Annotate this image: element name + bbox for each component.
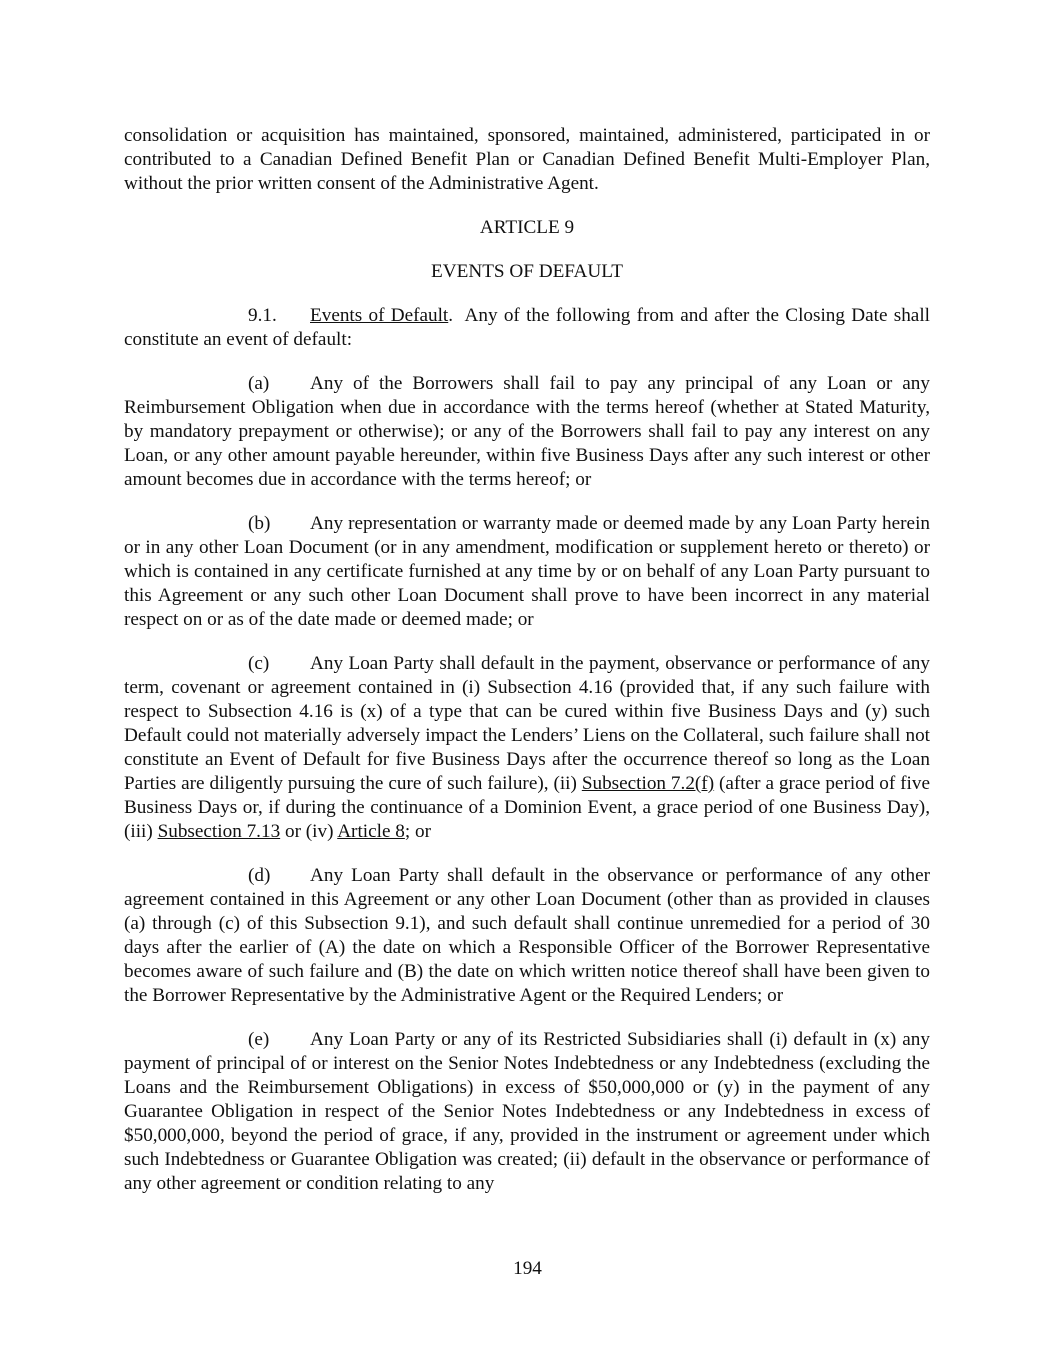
clause-d-label: (d) xyxy=(248,865,271,886)
section-number: 9.1. xyxy=(248,305,277,326)
article-title: EVENTS OF DEFAULT xyxy=(431,261,623,282)
clause-a-label: (a) xyxy=(248,373,270,394)
clause-c-text-2: (after a grace period of five Business Days or, if during the continuance of a Dominion Event, a grace period of one Business Day), (iii) xyxy=(124,773,930,842)
clause-a-paragraph xyxy=(124,372,930,492)
clause-e-label: (e) xyxy=(248,1029,270,1050)
subsection-7-13-reference: Subsection 7.13 xyxy=(157,821,281,842)
section-heading: Events of Default xyxy=(310,305,449,326)
intro-paragraph: consolidation or acquisition has maintained, sponsored, maintained, administered, participated in or contributed to a Canadian Defined Benefit Plan or Canadian Defined Benefit Multi-Employer Plan, without the prior written consent of the Administrative Agent. xyxy=(124,125,930,194)
section-9-1-paragraph xyxy=(124,304,930,352)
clause-c-label: (c) xyxy=(248,653,270,674)
clause-d-text: Any Loan Party shall default in the observance or performance of any other agreement contained in this Agreement or any other Loan Document (other than as provided in clauses (a) through (c) of this Subsection 9.1), and such default shall continue unremedied for a period of 30 days after the earlier of (A) the date on which a Responsible Officer of the Borrower Representative becomes aware of such failure and (B) the date on which written notice thereof shall have been given to the Borrower Representative by the Administrative Agent or the Required Lenders; or xyxy=(124,865,930,1006)
clause-d-paragraph xyxy=(124,864,930,1008)
clause-e-paragraph xyxy=(124,1028,930,1196)
clause-c-paragraph xyxy=(124,652,930,844)
subsection-7-2-f-reference: Subsection 7.2(f) xyxy=(581,773,715,794)
clause-a-text: Any of the Borrowers shall fail to pay any principal of any Loan or any Reimbursement Obligation when due in accordance with the terms hereof (whether at Stated Maturity, by mandatory prepayment or otherwise); or any of the Borrowers shall fail to pay any interest on any Loan, or any other amount payable hereunder, within five Business Days after any such interest or other amount becomes due in accordance with the terms hereof; or xyxy=(124,373,930,490)
page-number: 194 xyxy=(513,1258,542,1279)
clause-e-text: Any Loan Party or any of its Restricted Subsidiaries shall (i) default in (x) any payment of principal of or interest on the Senior Notes Indebtedness or any Indebtedness (excluding the Loans and the Reimbursement Obligations) in excess of $50,000,000 or (y) in the payment of any Guarantee Obligation in respect of the Senior Notes Indebtedness or any Indebtedness in excess of $50,000,000, beyond the period of grace, if any, provided in the instrument or agreement under which such Indebtedness or Guarantee Obligation was created; (ii) default in the observance or performance of any other agreement or condition relating to any xyxy=(124,1029,930,1194)
article-8-reference: Article 8 xyxy=(337,821,405,842)
clause-c-text-1: Any Loan Party shall default in the payment, observance or performance of any term, covenant or agreement contained in (i) Subsection 4.16 (provided that, if any such failure with respect to Subsection 4.16 is (x) of a type that can be cured within five Business Days and (y) such Default could not materially adversely impact the Lenders’ Liens on the Collateral, such failure shall not constitute an Event of Default for five Business Days after the occurrence thereof so long as the Loan Parties are diligently pursuing the cure of such failure), (ii) xyxy=(124,653,930,794)
section-heading-period: . xyxy=(448,305,454,326)
document-page xyxy=(124,124,930,1196)
section-text: Any of the following from and after the Closing Date shall constitute an event of default: xyxy=(124,305,930,350)
article-number: ARTICLE 9 xyxy=(479,217,575,238)
clause-c-text-4: ; or xyxy=(404,821,431,842)
clause-c-text-3: or (iv) xyxy=(280,821,338,842)
clause-b-text: Any representation or warranty made or deemed made by any Loan Party herein or in any other Loan Document (or in any amendment, modification or supplement hereto or thereto) or which is contained in any certificate furnished at any time by or on behalf of any Loan Party pursuant to this Agreement or any such other Loan Document shall prove to have been incorrect in any material respect on or as of the date made or deemed made; or xyxy=(124,513,930,630)
clause-b-paragraph xyxy=(124,512,930,632)
clause-b-label: (b) xyxy=(248,513,271,534)
